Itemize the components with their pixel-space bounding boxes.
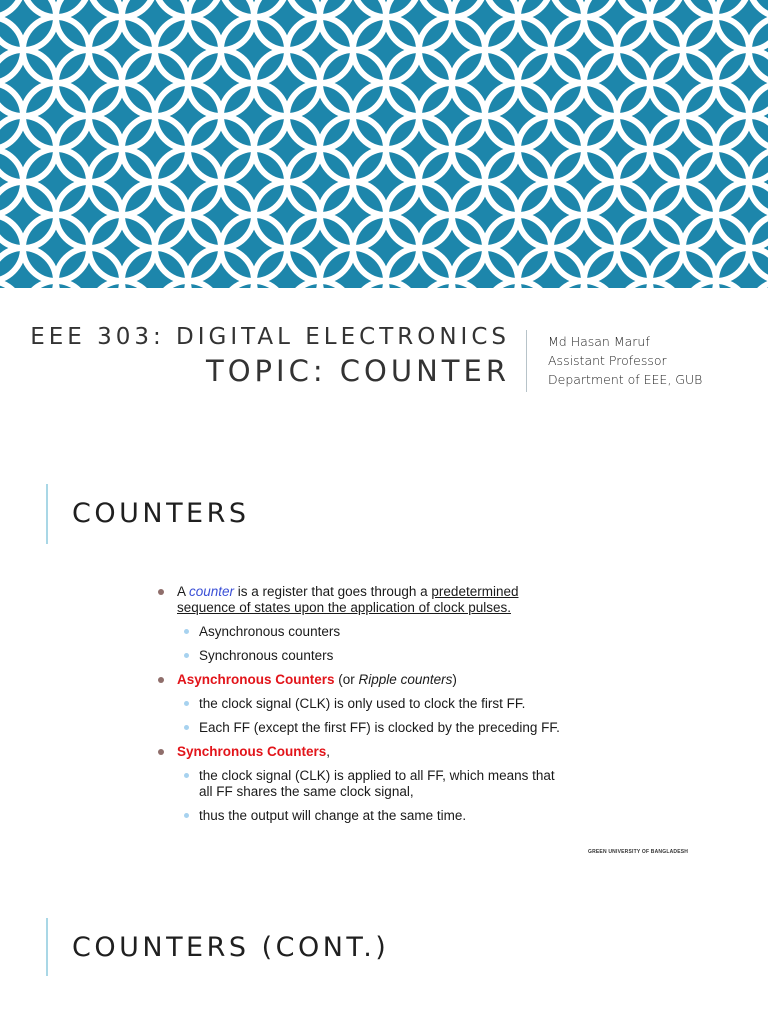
topic-title: TOPIC: COUNTER: [205, 354, 510, 388]
footer-university: GREEN UNIVERSITY OF BANGLADESH: [588, 849, 689, 855]
text: is a register that goes through a: [234, 584, 432, 599]
title-divider: [526, 330, 527, 392]
course-title: EEE 303: DIGITAL ELECTRONICS: [30, 324, 510, 350]
text: Asynchronous counters: [199, 624, 341, 639]
bullet-dot: [184, 653, 189, 658]
bullet-dot: [184, 629, 189, 634]
slide-body: [158, 580, 598, 824]
slide-heading: COUNTERS (CONT.): [72, 932, 390, 963]
decorative-pattern-banner: [0, 0, 768, 288]
text: ,: [326, 744, 331, 759]
term-asynchronous: Asynchronous Counters: [177, 672, 335, 687]
heading-accent-bar: [46, 484, 48, 544]
text: the clock signal (CLK) is applied to all FF, which means that: [199, 768, 555, 783]
bullet-dot: [158, 677, 164, 683]
title-heading: [30, 322, 510, 390]
bullet-dot: [184, 813, 189, 818]
text: (or: [334, 672, 359, 687]
bullet-dot: [184, 773, 189, 778]
list-item: [158, 808, 598, 824]
term-counter: counter: [189, 584, 235, 599]
list-item: [158, 744, 598, 760]
heading-accent-bar: [46, 918, 48, 976]
bullet-dot: [184, 725, 189, 730]
slide-heading: COUNTERS: [72, 498, 250, 529]
author-department: Department of EEE, GUB: [548, 372, 703, 387]
author-info: [548, 332, 702, 389]
author-position: Assistant Professor: [548, 353, 667, 368]
bullet-dot: [158, 589, 164, 595]
term-ripple: Ripple counters: [358, 672, 453, 687]
text: the clock signal (CLK) is only used to clock the first FF.: [199, 696, 526, 711]
text: Synchronous counters: [199, 648, 334, 663]
list-item: [158, 584, 598, 616]
underlined-text: sequence of states upon the application of clock pulses.: [177, 600, 511, 615]
list-item: [158, 672, 598, 688]
list-item: [158, 720, 598, 736]
slide-counters-cont: [0, 900, 768, 1024]
list-item: [158, 696, 598, 712]
text: all FF shares the same clock signal,: [199, 784, 414, 799]
bullet-dot: [158, 749, 164, 755]
circle-lattice-pattern: [0, 0, 768, 288]
list-item: [158, 648, 598, 664]
author-name: Md Hasan Maruf: [548, 334, 650, 349]
text: A: [177, 584, 190, 599]
text: thus the output will change at the same time.: [199, 808, 467, 823]
slide-counters: [0, 460, 768, 880]
term-synchronous: Synchronous Counters: [177, 744, 327, 759]
bullet-dot: [184, 701, 189, 706]
title-slide-text: [0, 288, 768, 428]
list-item: [158, 768, 598, 800]
text: Each FF (except the first FF) is clocked by the preceding FF.: [199, 720, 560, 735]
text: ): [452, 672, 457, 687]
underlined-text: predetermined: [431, 584, 519, 599]
list-item: [158, 624, 598, 640]
